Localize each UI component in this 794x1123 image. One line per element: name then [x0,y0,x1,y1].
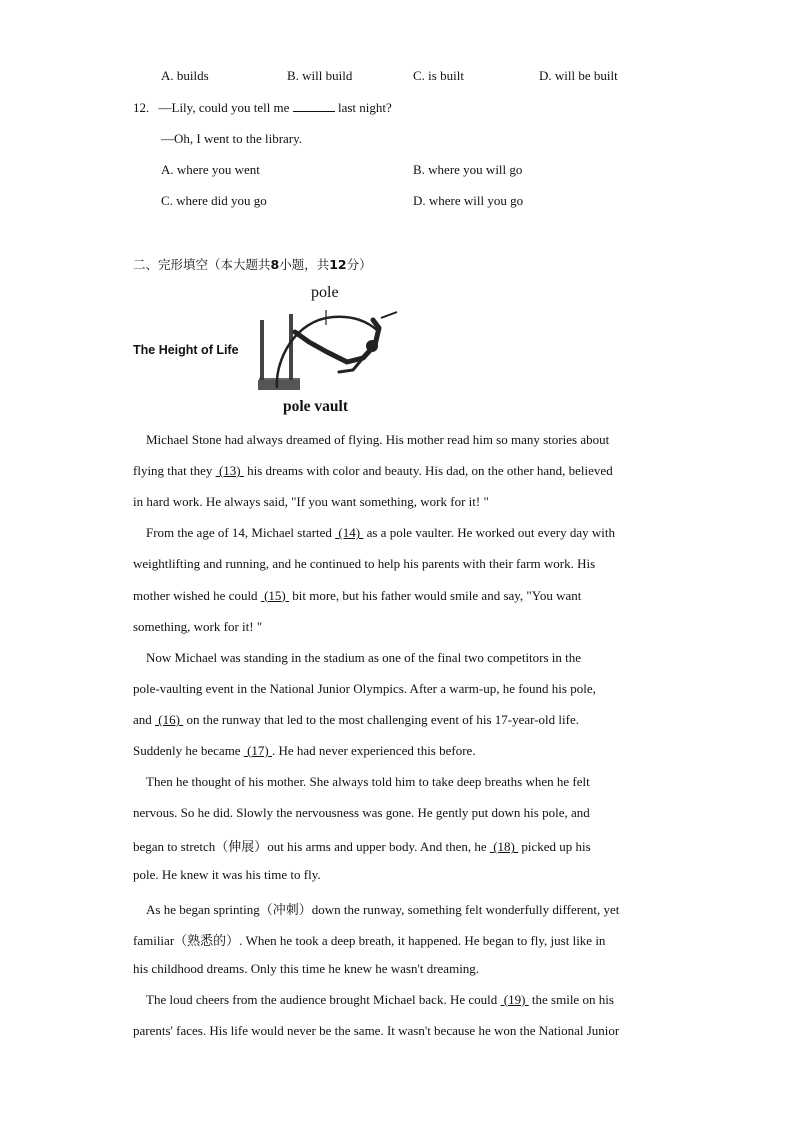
passage-line [133,556,595,572]
blank-number: (16) [155,711,184,727]
pole-tip [381,312,397,318]
passage-text: weightlifting and running, and he continued to help his parents with their farm work. His [133,556,596,572]
blank-number: (18) [489,839,519,855]
passage-line [146,525,615,541]
q12-option-c: C. where did you go [161,193,267,208]
q12-prompt-after: last night? [337,100,392,115]
passage-text: bit more, but his father would smile and say, "You want [288,587,582,603]
passage-text: mother wished he could [133,587,261,603]
passage-line [133,836,591,855]
passage-text: familiar（熟悉的）. When he took a deep breath, it happened. He began to fly, just like in [133,932,606,948]
passage-text: in hard work. He always said, "If you want something, work for it! " [133,494,489,510]
q12-reply: —Oh, I went to the library. [161,131,303,146]
passage-line [133,494,489,510]
passage-line [133,712,579,728]
passage-text: From the age of 14, Michael started [146,525,336,541]
q12-prompt-before: —Lily, could you tell me [158,100,290,115]
passage-line [146,650,581,666]
passage-line [133,867,321,883]
passage-text: Then he thought of his mother. She always told him to take deep breaths when he felt [146,774,590,790]
passage-line [146,774,590,790]
passage-text: his childhood dreams. Only this time he knew he wasn't dreaming. [133,960,480,976]
passage-text: as a pole vaulter. He worked out every day with [363,525,615,541]
blank-number: (17) [243,743,272,758]
passage-text: and [133,711,156,727]
section-prefix: 二、完形填空（本大题共 [133,257,271,272]
blank-number: (14) [335,525,364,541]
passage-line [133,930,605,949]
q12-option-d: D. where will you go [413,193,524,208]
passage-line [146,992,614,1008]
blank-number: (15) [260,587,289,603]
passage-line [146,432,609,448]
passage-text: on the runway that led to the most challenging event of his 17-year-old life. [183,711,579,727]
q12-question [133,100,392,116]
passage-text: picked up his [518,839,591,855]
section-suffix: 分） [346,257,372,272]
passage-line [133,463,613,479]
passage-text: Michael Stone had always dreamed of flying. His mother read him so many stories about [146,432,610,447]
image-label-pole-vault: pole vault [283,398,349,415]
passage-line [133,743,476,759]
athlete-head [366,340,378,352]
section-heading [133,255,372,273]
passage-text: Suddenly he became [133,743,244,758]
q12-option-b: B. where you will go [413,162,523,177]
blank-number: (19) [500,991,529,1007]
passage-text: Now Michael was standing in the stadium as one of the final two competitors in the [146,649,582,665]
section-count: 8 [270,257,280,272]
section-score: 12 [329,257,347,272]
q11-option-c: C. is built [413,68,464,83]
passage-line [146,899,619,918]
section-mid: 小题，共 [279,257,330,272]
passage-text: nervous. So he did. Slowly the nervousness was gone. He gently put down his pole, and [133,805,590,821]
q12-number: 12. [133,100,150,115]
passage-text: parents' faces. His life would never be the same. It wasn't because he won the National Junior [133,1022,620,1038]
passage-line [133,805,590,821]
passage-text: his dreams with color and beauty. His dad, on the other hand, believed [243,463,613,479]
pole-vault-illustration [255,300,405,395]
passage-line [133,1023,619,1039]
passage-text: flying that they [133,463,216,479]
q11-option-d: D. will be built [539,68,618,83]
q12-option-a: A. where you went [161,162,260,177]
passage-text: the smile on his [528,991,614,1007]
passage-title: The Height of Life [133,343,239,357]
image-label-pole: pole [311,284,339,301]
passage-line [133,681,596,697]
q11-option-a: A. builds [161,68,209,83]
passage-text: As he began sprinting（冲刺）down the runway, something felt wonderfully different, yet [146,901,620,917]
passage-text: pole. He knew it was his time to fly. [133,867,321,883]
passage-text: began to stretch（伸展）out his arms and upper body. And then, he [133,839,490,855]
q11-option-b: B. will build [287,68,353,83]
passage-line [133,619,262,635]
passage-line [133,961,479,977]
passage-text: . He had never experienced this before. [272,743,476,758]
box-base [258,380,300,390]
q12-blank [293,100,335,112]
blank-number: (13) [215,463,244,479]
passage-text: The loud cheers from the audience brought Michael back. He could [146,991,501,1007]
passage-text: something, work for it! " [133,618,263,634]
passage-line [133,588,581,604]
passage-text: pole-vaulting event in the National Junior Olympics. After a warm-up, he found his pole, [133,680,596,696]
